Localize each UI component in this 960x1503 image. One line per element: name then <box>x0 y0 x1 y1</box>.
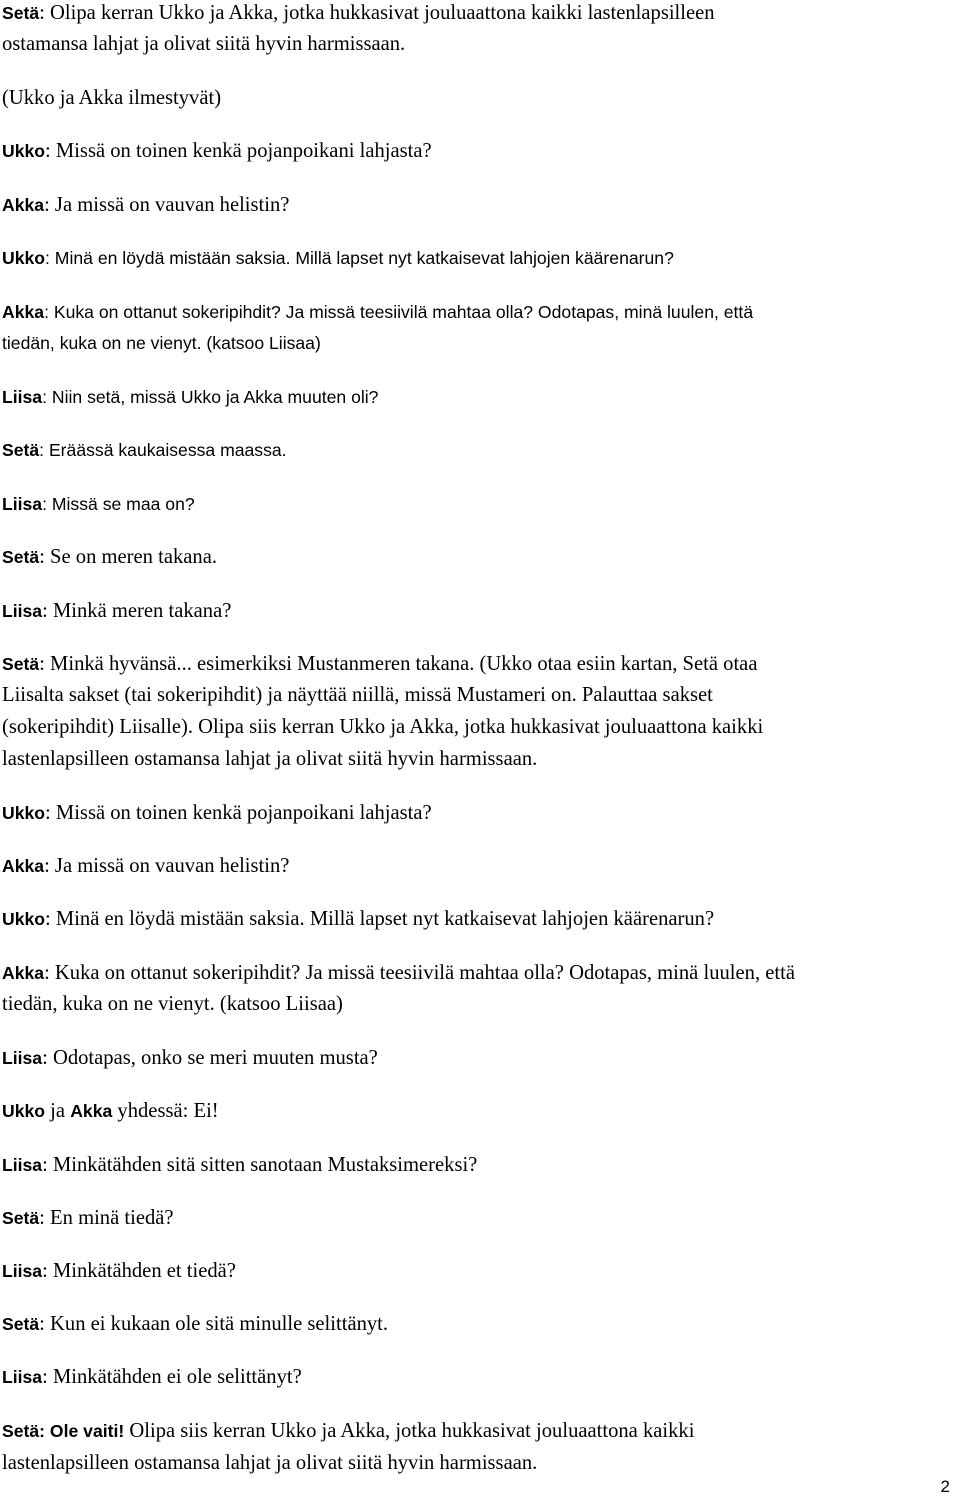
speaker-name: Akka <box>2 856 45 876</box>
script-line <box>2 384 378 410</box>
script-line <box>2 491 195 517</box>
script-line <box>2 544 217 570</box>
dialogue-text: : Odotapas, onko se meri muuten musta? <box>42 1047 378 1069</box>
speaker-name: Setä <box>2 1208 40 1228</box>
dialogue-text: lastenlapsilleen ostamansa lahjat ja olivat siitä hyvin harmissaan. <box>2 748 538 770</box>
speaker-name: Liisa <box>2 387 43 407</box>
script-line <box>2 1098 219 1124</box>
script-line <box>2 1205 174 1231</box>
dialogue-text: (sokeripihdit) Liisalle). Olipa siis kerran Ukko ja Akka, jotka hukkasivat jouluaattona kaikki <box>2 716 764 738</box>
dialogue-text: (Ukko ja Akka ilmestyvät) <box>2 87 222 109</box>
speaker-name: Akka <box>2 195 45 215</box>
speaker-name: Liisa <box>2 601 43 621</box>
dialogue-text: : Niin setä, missä Ukko ja Akka muuten oli? <box>42 387 379 407</box>
script-line <box>2 906 714 932</box>
speaker-name: Setä <box>2 654 40 674</box>
speaker-name: Akka <box>2 302 45 322</box>
speaker-name: Ukko <box>2 141 46 161</box>
dialogue-text: : En minä tiedä? <box>39 1207 174 1229</box>
dialogue-text: : Minä en löydä mistään saksia. Millä lapset nyt katkaisevat lahjojen käärenarun? <box>45 908 715 930</box>
script-line <box>2 1045 378 1071</box>
speaker-name: Liisa <box>2 1261 43 1281</box>
script-line <box>2 299 753 325</box>
script-line <box>2 714 763 740</box>
speaker-name: Ukko <box>2 248 46 268</box>
page-number: 2 <box>940 1477 950 1496</box>
dialogue-text: : Eräässä kaukaisessa maassa. <box>39 440 287 460</box>
dialogue-text: : Se on meren takana. <box>39 546 218 568</box>
dialogue-text: : Missä se maa on? <box>42 494 195 514</box>
speaker-name: Ukko <box>2 1101 46 1121</box>
script-line <box>2 1418 694 1444</box>
script-line <box>2 1450 537 1476</box>
script-line <box>2 138 432 164</box>
dialogue-text: : Minkä hyvänsä... esimerkiksi Mustanmeren takana. (Ukko otaa esiin kartan, Setä otaa <box>39 653 758 675</box>
script-line <box>2 0 715 26</box>
dialogue-text: : Ja missä on vauvan helistin? <box>44 194 290 216</box>
script-line <box>2 1258 236 1284</box>
script-line <box>2 651 757 677</box>
dialogue-text: : Olipa kerran Ukko ja Akka, jotka hukkasivat jouluaattona kaikki lastenlapsilleen <box>39 2 715 24</box>
script-line <box>2 682 713 708</box>
speaker-name: Setä <box>2 547 40 567</box>
dialogue-text: lastenlapsilleen ostamansa lahjat ja olivat siitä hyvin harmissaan. <box>2 1452 538 1474</box>
speaker-name: Ukko <box>2 909 46 929</box>
script-line <box>2 31 405 57</box>
script-line <box>2 746 537 772</box>
dialogue-text: : Minä en löydä mistään saksia. Millä lapset nyt katkaisevat lahjojen käärenarun? <box>45 248 674 268</box>
dialogue-text: Liisalta sakset (tai sokeripihdit) ja näyttää niillä, missä Mustameri on. Palauttaa sakset <box>2 684 713 706</box>
speaker-name: Setä <box>2 1314 40 1334</box>
speaker-name: Liisa <box>2 1367 43 1387</box>
dialogue-text: ja <box>45 1100 71 1122</box>
speaker-name: Setä <box>2 440 40 460</box>
script-line <box>2 192 289 218</box>
dialogue-text: ostamansa lahjat ja olivat siitä hyvin harmissaan. <box>2 33 406 55</box>
dialogue-text: : Kuka on ottanut sokeripihdit? Ja missä teesiivilä mahtaa olla? Odotapas, minä luulen, että <box>44 962 795 984</box>
script-line <box>2 991 343 1017</box>
script-line <box>2 853 289 879</box>
dialogue-text: : Kun ei kukaan ole sitä minulle selittänyt. <box>39 1313 389 1335</box>
dialogue-text: tiedän, kuka on ne vienyt. (katsoo Liisaa) <box>2 333 321 353</box>
speaker-name: Liisa <box>2 1048 43 1068</box>
dialogue-text: : Minkätähden et tiedä? <box>42 1260 236 1282</box>
speaker-name: Ukko <box>2 803 46 823</box>
script-line <box>2 598 231 624</box>
dialogue-text: yhdessä: Ei! <box>112 1100 219 1122</box>
script-line <box>2 437 287 463</box>
speaker-name: Akka <box>2 963 45 983</box>
script-line <box>2 330 321 356</box>
dialogue-text: : Ja missä on vauvan helistin? <box>44 855 290 877</box>
speaker-name: Liisa <box>2 494 43 514</box>
script-line <box>2 960 795 986</box>
script-line <box>2 1152 477 1178</box>
script-line <box>2 245 674 271</box>
script-line <box>2 1364 302 1390</box>
speaker-name: Setä <box>2 3 40 23</box>
script-line <box>2 85 221 111</box>
speaker-name: Setä: Ole vaiti! <box>2 1421 125 1441</box>
dialogue-text: Olipa siis kerran Ukko ja Akka, jotka hukkasivat jouluaattona kaikki <box>124 1420 695 1442</box>
script-line <box>2 800 432 826</box>
dialogue-text: : Minkä meren takana? <box>42 600 232 622</box>
dialogue-text: tiedän, kuka on ne vienyt. (katsoo Liisaa) <box>2 993 343 1015</box>
speaker-name: Akka <box>70 1101 113 1121</box>
dialogue-text: : Minkätähden ei ole selittänyt? <box>42 1366 302 1388</box>
speaker-name: Liisa <box>2 1155 43 1175</box>
dialogue-text: : Minkätähden sitä sitten sanotaan Mustaksimereksi? <box>42 1154 478 1176</box>
dialogue-text: : Missä on toinen kenkä pojanpoikani lahjasta? <box>45 140 432 162</box>
script-line <box>2 1311 388 1337</box>
dialogue-text: : Missä on toinen kenkä pojanpoikani lahjasta? <box>45 802 432 824</box>
dialogue-text: : Kuka on ottanut sokeripihdit? Ja missä teesiivilä mahtaa olla? Odotapas, minä luulen, että <box>44 302 754 322</box>
